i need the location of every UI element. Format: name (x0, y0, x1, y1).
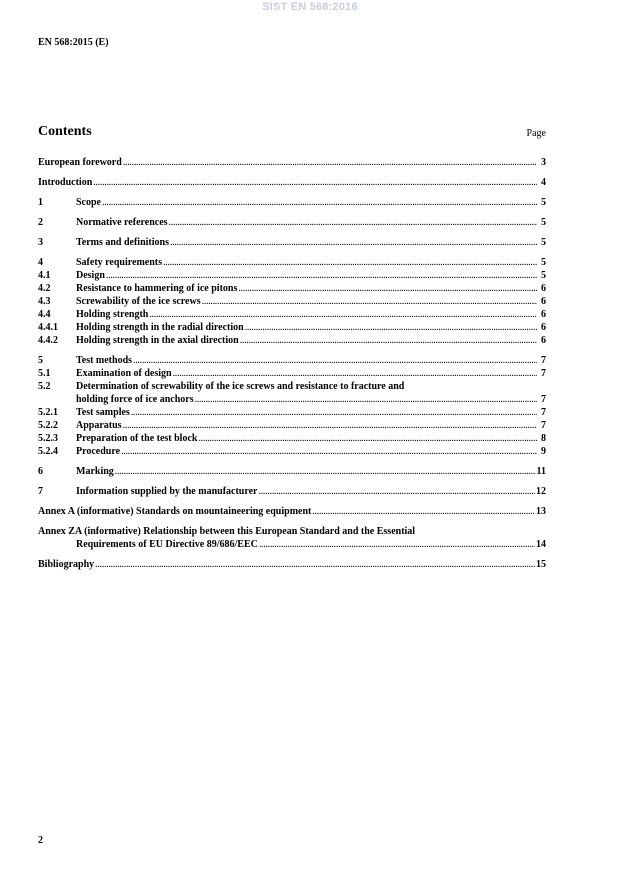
toc-entry[interactable] (38, 321, 546, 334)
toc-entry-number: 4.2 (38, 283, 51, 294)
document-id: EN 568:2015 (E) (38, 37, 109, 48)
toc-entry-page: 3 (541, 157, 546, 168)
toc-entry-number: 4.4 (38, 309, 51, 320)
toc-entry-page: 6 (541, 309, 546, 320)
toc-entry-title: Design (76, 270, 105, 281)
toc-entry[interactable] (38, 156, 546, 169)
toc-entry-number: 5.2.2 (38, 420, 58, 431)
toc-entry-number: 4.4.1 (38, 322, 58, 333)
dot-leader (95, 558, 535, 571)
page-number: 2 (38, 835, 43, 846)
toc-entry[interactable] (38, 406, 546, 419)
dot-leader (102, 196, 537, 209)
dot-leader (133, 354, 537, 367)
toc-entry-page: 5 (541, 237, 546, 248)
toc-entry-page: 6 (541, 335, 546, 346)
toc-entry-title: Preparation of the test block (76, 433, 198, 444)
toc-entry-title: Determination of screwability of the ice screws and resistance to fracture and (76, 381, 405, 392)
toc-entry[interactable] (38, 445, 546, 458)
dot-leader (173, 367, 537, 380)
toc-entry[interactable] (38, 538, 546, 551)
watermark: SIST EN 568:2016 (262, 1, 358, 13)
toc-entry-page: 12 (536, 486, 546, 497)
toc-entry-title: Bibliography (38, 559, 95, 570)
toc-entry-number: 5.2 (38, 381, 51, 392)
toc-entry-page: 6 (541, 296, 546, 307)
toc-entry-number: 5.2.3 (38, 433, 58, 444)
table-of-contents (38, 156, 546, 571)
dot-leader (259, 485, 536, 498)
dot-leader (245, 321, 537, 334)
toc-entry-page: 11 (536, 466, 546, 477)
toc-entry-title: Holding strength in the radial direction (76, 322, 244, 333)
dot-leader (115, 465, 536, 478)
dot-leader (123, 419, 537, 432)
toc-entry-page: 14 (536, 539, 546, 550)
toc-entry-page: 5 (541, 257, 546, 268)
dot-leader (312, 505, 535, 518)
toc-entry-title: Apparatus (76, 420, 122, 431)
toc-entry-number: 5.1 (38, 368, 51, 379)
toc-entry-page: 9 (541, 446, 546, 457)
dot-leader (195, 393, 537, 406)
toc-entry[interactable] (38, 525, 546, 538)
toc-entry-title: Test samples (76, 407, 130, 418)
toc-entry-number: 4 (38, 257, 43, 268)
toc-entry-page: 5 (541, 270, 546, 281)
toc-entry-number: 7 (38, 486, 43, 497)
toc-entry-title: Requirements of EU Directive 89/686/EEC (76, 539, 258, 550)
toc-entry-page: 15 (536, 559, 546, 570)
toc-entry-title: Marking (76, 466, 114, 477)
toc-entry-page: 7 (541, 420, 546, 431)
toc-entry[interactable] (38, 465, 546, 478)
toc-entry-title: Holding strength in the axial direction (76, 335, 239, 346)
dot-leader (163, 256, 537, 269)
toc-entry-page: 7 (541, 368, 546, 379)
toc-entry-number: 1 (38, 197, 43, 208)
toc-entry-title: Examination of design (76, 368, 172, 379)
dot-leader (131, 406, 537, 419)
toc-entry-page: 6 (541, 322, 546, 333)
toc-entry[interactable] (38, 196, 546, 209)
dot-leader (106, 269, 537, 282)
dot-leader (259, 538, 535, 551)
toc-entry-title: Terms and definitions (76, 237, 169, 248)
toc-entry-number: 4.3 (38, 296, 51, 307)
toc-entry-title: Annex A (informative) Standards on mountaineering equipment (38, 506, 312, 517)
dot-leader (123, 156, 537, 169)
dot-leader (240, 334, 537, 347)
dot-leader (149, 308, 537, 321)
toc-entry-page: 5 (541, 197, 546, 208)
toc-entry-page: 7 (541, 407, 546, 418)
dot-leader (121, 445, 537, 458)
toc-entry-number: 5.2.4 (38, 446, 58, 457)
toc-entry[interactable] (38, 419, 546, 432)
toc-entry-title: Introduction (38, 177, 93, 188)
toc-entry-page: 6 (541, 283, 546, 294)
toc-entry[interactable] (38, 308, 546, 321)
toc-entry[interactable] (38, 295, 546, 308)
toc-entry-title: European foreword (38, 157, 122, 168)
toc-entry-page: 8 (541, 433, 546, 444)
toc-entry-title: Procedure (76, 446, 121, 457)
toc-entry-title: Safety requirements (76, 257, 163, 268)
page-column-label: Page (526, 128, 546, 139)
toc-entry[interactable] (38, 269, 546, 282)
dot-leader (202, 295, 537, 308)
toc-entry-title: Holding strength (76, 309, 149, 320)
toc-entry[interactable] (38, 334, 546, 347)
dot-leader (198, 432, 537, 445)
contents-heading: Contents (38, 124, 92, 139)
toc-entry-number: 5 (38, 355, 43, 366)
toc-entry[interactable] (38, 176, 546, 189)
toc-entry[interactable] (38, 393, 546, 406)
toc-entry-page: 7 (541, 355, 546, 366)
dot-leader (238, 282, 537, 295)
dot-leader (169, 216, 537, 229)
toc-entry-number: 2 (38, 217, 43, 228)
toc-entry-title: Information supplied by the manufacturer (76, 486, 258, 497)
toc-entry-number: 5.2.1 (38, 407, 58, 418)
toc-entry-title: Annex ZA (informative) Relationship between this European Standard and the Essential (38, 526, 416, 537)
toc-entry-title: Scope (76, 197, 101, 208)
dot-leader (93, 176, 537, 189)
toc-entry-page: 5 (541, 217, 546, 228)
toc-entry[interactable] (38, 367, 546, 380)
toc-entry-page: 7 (541, 394, 546, 405)
toc-entry[interactable] (38, 256, 546, 269)
toc-entry-title: Normative references (76, 217, 168, 228)
toc-entry-number: 6 (38, 466, 43, 477)
toc-entry-title: Screwability of the ice screws (76, 296, 201, 307)
dot-leader (170, 236, 537, 249)
toc-entry[interactable] (38, 380, 546, 393)
toc-entry-number: 4.4.2 (38, 335, 58, 346)
toc-entry[interactable] (38, 432, 546, 445)
toc-entry[interactable] (38, 236, 546, 249)
toc-entry-number: 3 (38, 237, 43, 248)
toc-entry-title: holding force of ice anchors (76, 394, 194, 405)
toc-entry[interactable] (38, 505, 546, 518)
toc-entry-page: 13 (536, 506, 546, 517)
toc-entry[interactable] (38, 282, 546, 295)
toc-entry-number: 4.1 (38, 270, 51, 281)
toc-entry[interactable] (38, 558, 546, 571)
toc-entry[interactable] (38, 354, 546, 367)
toc-entry[interactable] (38, 216, 546, 229)
toc-entry-title: Test methods (76, 355, 133, 366)
toc-entry-page: 4 (541, 177, 546, 188)
toc-entry-title: Resistance to hammering of ice pitons (76, 283, 238, 294)
toc-entry[interactable] (38, 485, 546, 498)
